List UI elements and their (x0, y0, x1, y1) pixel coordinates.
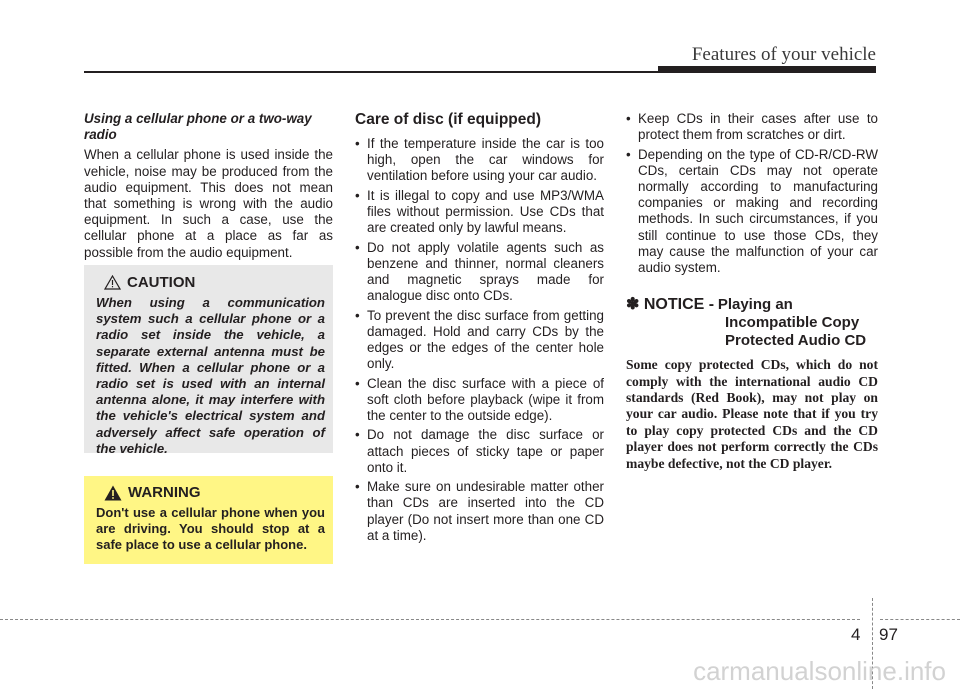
caution-title: CAUTION (127, 274, 196, 291)
disc-care-list (355, 136, 604, 544)
list-item: • To prevent the disc surface from getting damaged. Hold and carry CDs by the edges or the edges of the center hole only. (355, 307, 604, 372)
list-item: • Do not apply volatile agents such as benzene and thinner, normal cleaners and magnetic sprays made for analogue disc onto CDs. (355, 239, 604, 304)
middle-column (355, 111, 604, 547)
notice-title-line3: Protected Audio CD (725, 332, 867, 350)
page-number: 97 (879, 625, 898, 644)
left-column (84, 111, 333, 261)
chapter-number: 4 (851, 625, 861, 644)
caution-box (84, 265, 333, 456)
warning-box (84, 476, 333, 564)
caution-header (104, 274, 325, 291)
warning-triangle-icon (104, 485, 122, 501)
cellular-phone-paragraph: When a cellular phone is used inside the vehicle, noise may be produced from the audio equipment. This does not mean that something is wrong with the audio equipment. In such a case, use the cellular phone at a place as far as possible from the audio equipment. (84, 147, 333, 260)
warning-header (104, 484, 325, 501)
footer-divider (0, 619, 860, 620)
list-item: • If the temperature inside the car is too high, open the car windows for ventilation before using your car audio. (355, 136, 604, 184)
caution-body: When using a communication system such a cellular phone or a radio set inside the vehicle, a separate external antenna must be fitted. When a cellular phone or a radio set is used with an internal antenna alone, it may interfere with the vehicle's electrical system and adversely affect safe operation of the vehicle. (96, 295, 325, 456)
list-item: • Clean the disc surface with a piece of soft cloth before playback (wipe it from the center to the outside edge). (355, 375, 604, 423)
list-item: • Depending on the type of CD-R/CD-RW CDs, certain CDs may not operate normally according to manufacturing companies or making and recording methods. In such circumstances, if you still continue to use those CDs, they may cause the malfunction of your car audio system. (626, 146, 878, 276)
notice-title-line1: Playing an (717, 296, 793, 314)
warning-body: Don't use a cellular phone when you are driving. You should stop at a safe place to use a cellular phone. (96, 505, 325, 553)
disc-care-heading: Care of disc (if equipped) (355, 111, 542, 128)
caution-triangle-icon (104, 275, 121, 290)
page-header-title: Features of your vehicle (691, 44, 876, 65)
notice-label: ✽ NOTICE - (626, 296, 715, 314)
notice-heading (626, 296, 878, 350)
list-item: • It is illegal to copy and use MP3/WMA files without permission. Use CDs that are created only by lawful means. (355, 187, 604, 236)
right-column (626, 111, 878, 472)
list-item: • Make sure on undesirable matter other than CDs are inserted into the CD player (Do not insert more than one CD at a time). (355, 479, 604, 543)
header-rule-accent (658, 66, 876, 73)
notice-title-line2: Incompatible Copy (725, 314, 860, 332)
warning-title: WARNING (128, 484, 201, 501)
list-item: • Keep CDs in their cases after use to protect them from scratches or dirt. (626, 111, 878, 143)
cellular-phone-subheading: Using a cellular phone or a two-way radio (84, 111, 312, 143)
list-item: • Do not damage the disc surface or attach pieces of sticky tape or paper onto it. (355, 427, 604, 475)
disc-care-list-continued (626, 111, 878, 276)
footer-divider-right (880, 619, 960, 620)
notice-body: Some copy protected CDs, which do not comply with the international audio CD standards (Red Book), may not play on your car audio. Please note that if you try to play copy protected CDs and the CD player does not perform correctly the CDs maybe defective, not the CD player. (626, 357, 878, 471)
watermark: carmanualsonline.info (693, 656, 946, 686)
